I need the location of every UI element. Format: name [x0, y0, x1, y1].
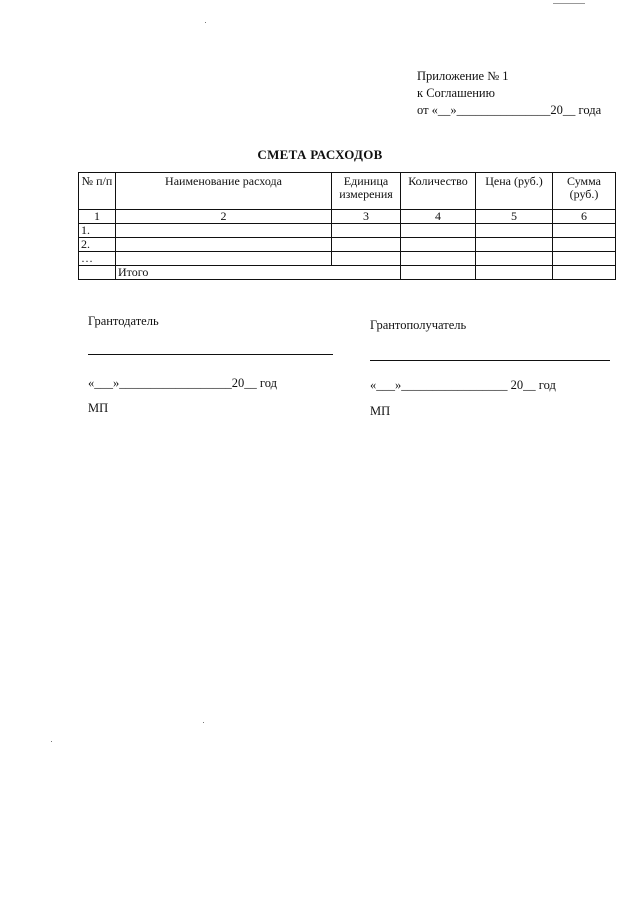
- total-row: [79, 266, 616, 280]
- grantee-label: Грантополучатель: [370, 318, 467, 332]
- scan-speck: [203, 722, 204, 723]
- table-cell: [476, 224, 553, 238]
- table-cell: [332, 224, 401, 238]
- column-number: 1: [79, 210, 116, 224]
- appendix-reference: [417, 68, 601, 119]
- document-title: СМЕТА РАСХОДОВ: [257, 147, 383, 162]
- row-number: …: [79, 252, 116, 266]
- header-expense-name: Наименование расхода: [116, 173, 332, 210]
- table-row: [79, 238, 616, 252]
- column-number: 2: [116, 210, 332, 224]
- table-cell: [332, 252, 401, 266]
- grantee-signature-line: [370, 360, 610, 361]
- column-number-row: [79, 210, 616, 224]
- agreement-reference: к Соглашению: [417, 86, 495, 100]
- grantor-date-line: «___»__________________20__ год: [88, 376, 277, 390]
- header-number: № п/п: [79, 173, 116, 210]
- header-quantity: Количество: [401, 173, 476, 210]
- table-cell: [332, 238, 401, 252]
- row-number: 1.: [79, 224, 116, 238]
- table-row: [79, 252, 616, 266]
- row-number: 2.: [79, 238, 116, 252]
- table-cell: [116, 252, 332, 266]
- grantor-signature-line: [88, 354, 333, 355]
- expense-estimate-table: [78, 172, 616, 280]
- table-cell: [79, 266, 116, 280]
- table-cell: [476, 238, 553, 252]
- column-number: 5: [476, 210, 553, 224]
- header-unit: Единица измерения: [332, 173, 401, 210]
- table-cell: [476, 266, 553, 280]
- scan-speck: [205, 22, 206, 23]
- appendix-number: Приложение № 1: [417, 69, 509, 83]
- table-cell: [401, 252, 476, 266]
- table-cell: [401, 224, 476, 238]
- table-cell: [401, 238, 476, 252]
- header-row: [79, 173, 616, 210]
- grantor-stamp: МП: [88, 401, 109, 415]
- scan-edge-mark: [553, 3, 585, 4]
- grantee-date-line: «___»_________________ 20__ год: [370, 378, 556, 392]
- column-number: 6: [553, 210, 616, 224]
- table-cell: [116, 238, 332, 252]
- table-cell: [553, 252, 616, 266]
- table-row: [79, 224, 616, 238]
- table-cell: [553, 224, 616, 238]
- table-cell: [116, 224, 332, 238]
- scan-speck: [51, 741, 52, 742]
- column-number: 4: [401, 210, 476, 224]
- header-sum: Сумма (руб.): [553, 173, 616, 210]
- table-cell: [401, 266, 476, 280]
- table-cell: [553, 266, 616, 280]
- column-number: 3: [332, 210, 401, 224]
- table-cell: [476, 252, 553, 266]
- table-cell: [553, 238, 616, 252]
- grantor-label: Грантодатель: [88, 314, 159, 328]
- header-price: Цена (руб.): [476, 173, 553, 210]
- total-label: Итого: [116, 266, 401, 280]
- agreement-date: от «__»_______________20__ года: [417, 103, 602, 117]
- grantee-stamp: МП: [370, 404, 391, 418]
